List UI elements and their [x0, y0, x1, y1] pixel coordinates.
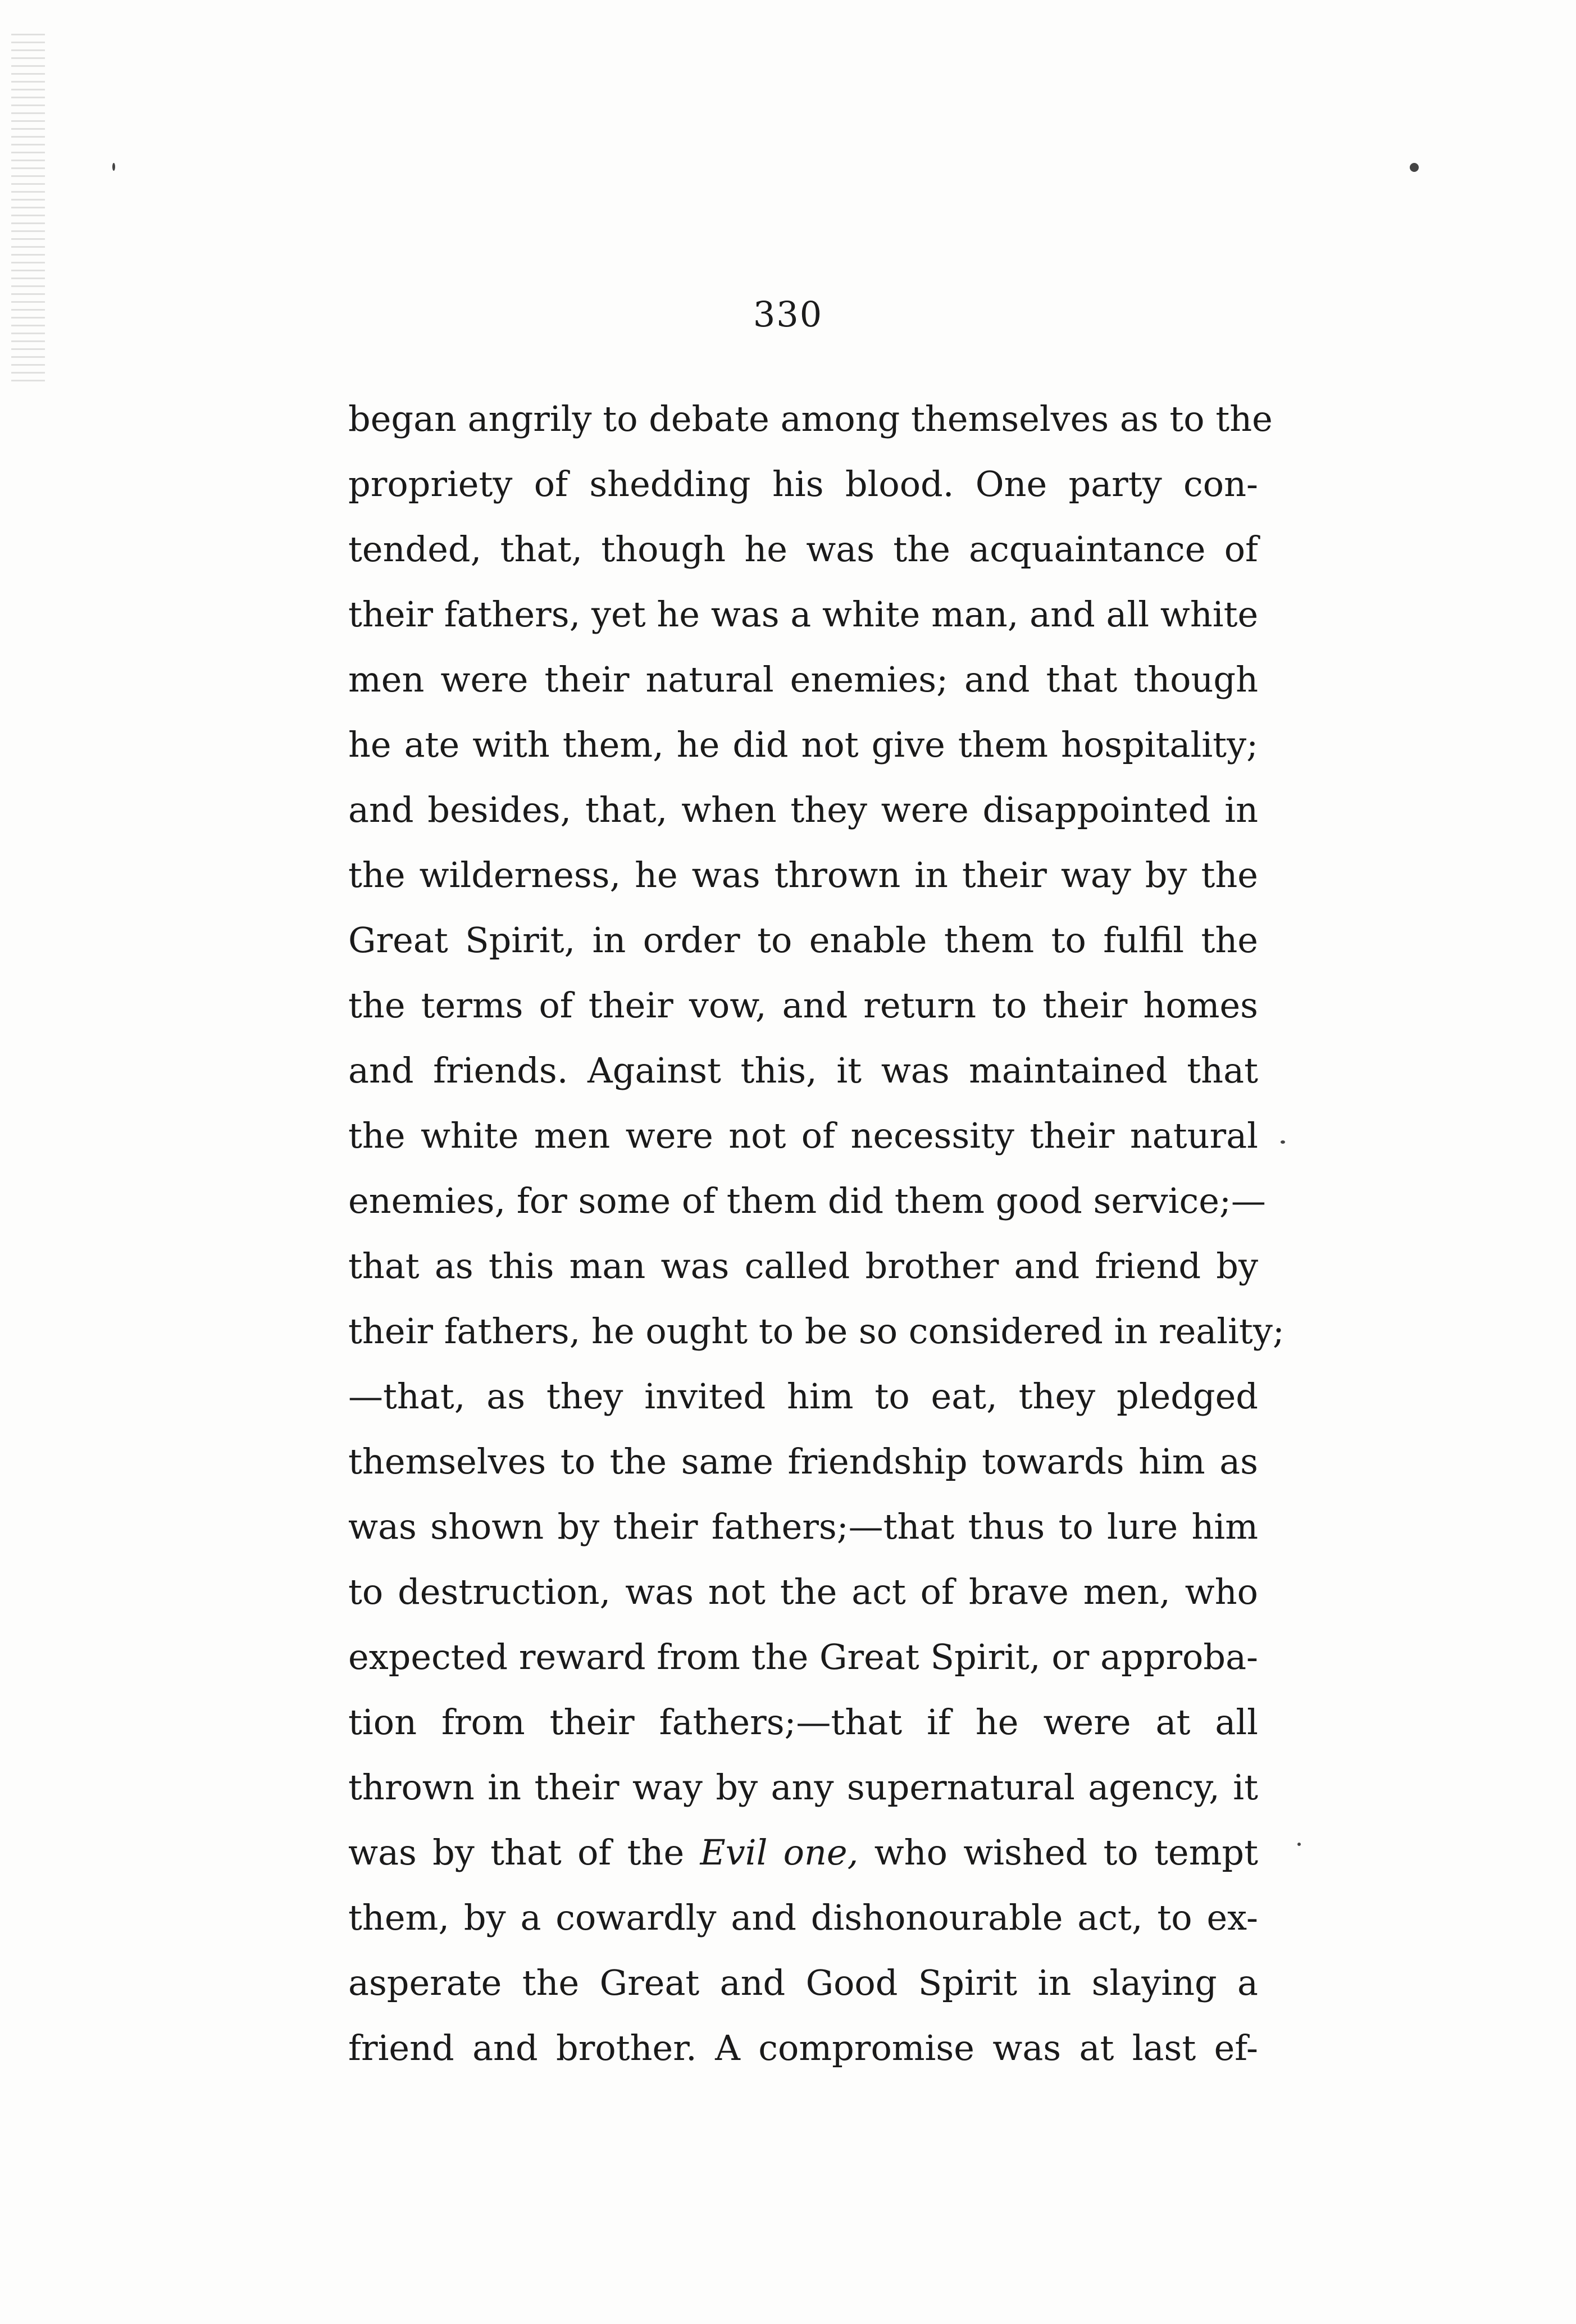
text-line: the white men were not of necessity their natural: [348, 1115, 1258, 1156]
text-line: asperate the Great and Good Spirit in slaying a: [348, 1962, 1258, 2003]
text-line: men were their natural enemies; and that though: [348, 659, 1258, 700]
text-line: to destruction, was not the act of brave men, who: [348, 1571, 1258, 1612]
print-speck: [1410, 163, 1419, 172]
text-line: and friends. Against this, it was maintained that: [348, 1050, 1258, 1091]
text-line: tended, that, though he was the acquaintance of: [348, 529, 1258, 570]
text-line: the wilderness, he was thrown in their way by the: [348, 854, 1258, 895]
text-line: that as this man was called brother and friend by: [348, 1245, 1258, 1286]
text-line: tion from their fathers;—that if he were at all: [348, 1702, 1258, 1743]
text-line: expected reward from the Great Spirit, or approba-: [348, 1636, 1258, 1677]
text-line: and besides, that, when they were disappointed in: [348, 789, 1258, 830]
text-fragment: who wished to tempt: [874, 1832, 1259, 1873]
print-speck: [112, 163, 115, 171]
print-speck: [1297, 1843, 1301, 1846]
body-text: [348, 386, 1285, 2081]
text-line: the terms of their vow, and return to their homes: [348, 985, 1258, 1026]
text-line: their fathers, he ought to be so considered in reality;: [348, 1311, 1285, 1352]
text-line-evil-one: [348, 1820, 1258, 1885]
page-number: 330: [753, 294, 823, 335]
text-line: began angrily to debate among themselves as to the: [348, 398, 1273, 439]
text-line: —that, as they invited him to eat, they pledged: [348, 1376, 1258, 1417]
text-line: enemies, for some of them did them good service;—: [348, 1180, 1266, 1221]
text-line: was shown by their fathers;—that thus to lure him: [348, 1506, 1258, 1547]
italic-phrase: Evil one,: [700, 1832, 859, 1873]
text-line: their fathers, yet he was a white man, and all white: [348, 594, 1259, 635]
text-line: friend and brother. A compromise was at last ef-: [348, 2027, 1258, 2068]
text-line: thrown in their way by any supernatural agency, it: [348, 1767, 1258, 1808]
text-line: Great Spirit, in order to enable them to fulfil the: [348, 920, 1258, 961]
text-line: propriety of shedding his blood. One party con-: [348, 463, 1258, 504]
text-line: he ate with them, he did not give them hospitality;: [348, 724, 1258, 765]
text-fragment: was by that of the: [348, 1832, 685, 1873]
text-line: them, by a cowardly and dishonourable act, to ex-: [348, 1897, 1258, 1938]
print-speck: [1281, 1140, 1285, 1144]
text-line: themselves to the same friendship towards him as: [348, 1441, 1258, 1482]
